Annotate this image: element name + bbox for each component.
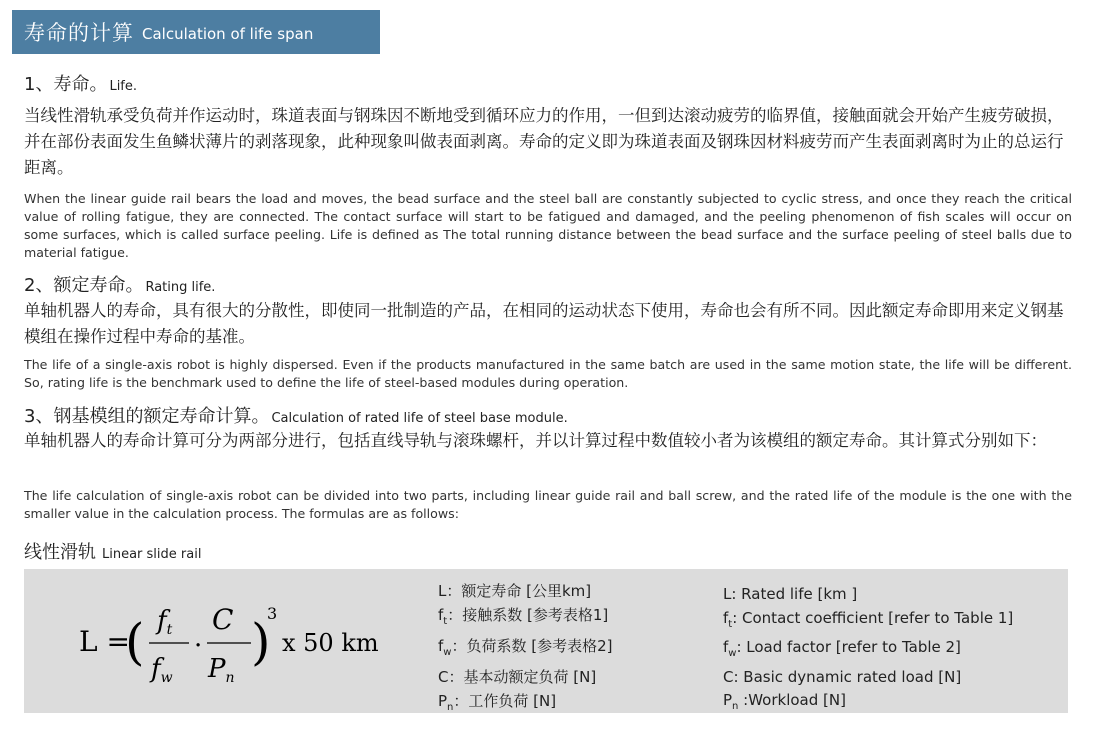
life-formula (79, 599, 389, 689)
page-title-en: Calculation of life span (142, 25, 314, 43)
formula-ft: ft (157, 606, 173, 638)
formula-fw: fw (151, 654, 173, 686)
formula-exponent: 3 (267, 604, 278, 623)
formula-tail: x 50 km (282, 629, 379, 657)
section-3-heading-cn: 3、钢基模组的额定寿命计算。 (24, 406, 270, 427)
formula-panel (24, 569, 1068, 713)
formula-Pn: Pn (208, 654, 235, 686)
rail-heading-cn: 线性滑轨 (24, 542, 96, 563)
def-en-C: C: Basic dynamic rated load [N] (723, 667, 962, 686)
section-1-body-en: When the linear guide rail bears the load and moves, the bead surface and the steel ball are constantly subjected to cyclic stress, and once they reach the critical value of rolling fatigue, they are connected. The contact surface will start to be fatigued and damaged, and the peeling phenomenon of fish scales will occur on some surfaces, which is called surface peeling. Life is defined as The total running distance between the bead surface and the surface peeling of steel balls due to material fatigue. (24, 191, 1072, 260)
def-en-ft: $f_t$: Contact coefficient [refer to Table 1] (723, 608, 1014, 630)
def-en-Pn: $P_n$ :Workload [N] (723, 691, 846, 712)
def-cn-C: C：基本动额定负荷 [N] (438, 668, 597, 686)
def-cn-Pn: $P_n$：工作负荷 [N] (438, 692, 557, 713)
formula-left-paren: ( (125, 613, 145, 671)
section-2-heading (24, 271, 215, 297)
formula-right-paren: ) (251, 613, 271, 671)
definitions-en (723, 583, 1013, 719)
section-3-body-en: The life calculation of single-axis robot can be divided into two parts, including linear guide rail and ball screw, and the rated life of the module is the one with the smaller value in the calculation process. The formulas are as follows: (24, 488, 1072, 521)
def-cn-ft: $f_t$：接触系数 [参考表格1] (438, 606, 609, 627)
section-1-heading (24, 70, 137, 96)
section-2-heading-cn: 2、额定寿命。 (24, 275, 144, 296)
formula-lhs: L = (79, 625, 130, 658)
formula-C: C (212, 603, 234, 636)
section-1-heading-cn: 1、寿命。 (24, 74, 108, 95)
def-cn-L: L：额定寿命 [公里km] (438, 582, 592, 600)
definitions-cn (438, 579, 613, 720)
def-cn-fw: $f_w$：负荷系数 [参考表格2] (438, 637, 613, 658)
section-3-body-cn: 单轴机器人的寿命计算可分为两部分进行，包括直线导轨与滚珠螺杆，并以计算过程中数值较小者为该模组的额定寿命。其计算式分别如下： (24, 431, 1047, 450)
rail-heading (24, 538, 201, 564)
formula-dot: · (194, 631, 203, 661)
section-2-heading-en: Rating life. (145, 280, 216, 295)
def-en-fw: $f_w$: Load factor [refer to Table 2] (723, 638, 961, 659)
def-en-L: L: Rated life [km ] (723, 585, 858, 603)
section-1-body-cn: 当线性滑轨承受负荷并作运动时，珠道表面与钢珠因不断地受到循环应力的作用，一但到达滚动疲劳的临界值，接触面就会开始产生疲劳破损，并在部份表面发生鱼鳞状薄片的剥落现象，此种现象叫做表面剥离。寿命的定义即为珠道表面及钢珠因材料疲劳而产生表面剥离时为止的总运行距离。 (24, 106, 1064, 177)
section-1-heading-en: Life. (109, 79, 138, 94)
section-3-heading (24, 402, 568, 428)
page-title-banner (12, 10, 380, 54)
section-2-body-cn: 单轴机器人的寿命，具有很大的分散性，即使同一批制造的产品，在相同的运动状态下使用，寿命也会有所不同。因此额定寿命即用来定义钢基模组在操作过程中寿命的基准。 (24, 301, 1064, 346)
page-title-cn: 寿命的计算 (24, 21, 134, 45)
section-2-body-en: The life of a single-axis robot is highly dispersed. Even if the products manufactured in the same batch are used in the same motion state, the life will be different. So, rating life is the benchmark used to define the life of steel-based modules during operation. (24, 357, 1072, 390)
rail-heading-en: Linear slide rail (102, 547, 202, 562)
section-3-heading-en: Calculation of rated life of steel base module. (271, 411, 568, 426)
